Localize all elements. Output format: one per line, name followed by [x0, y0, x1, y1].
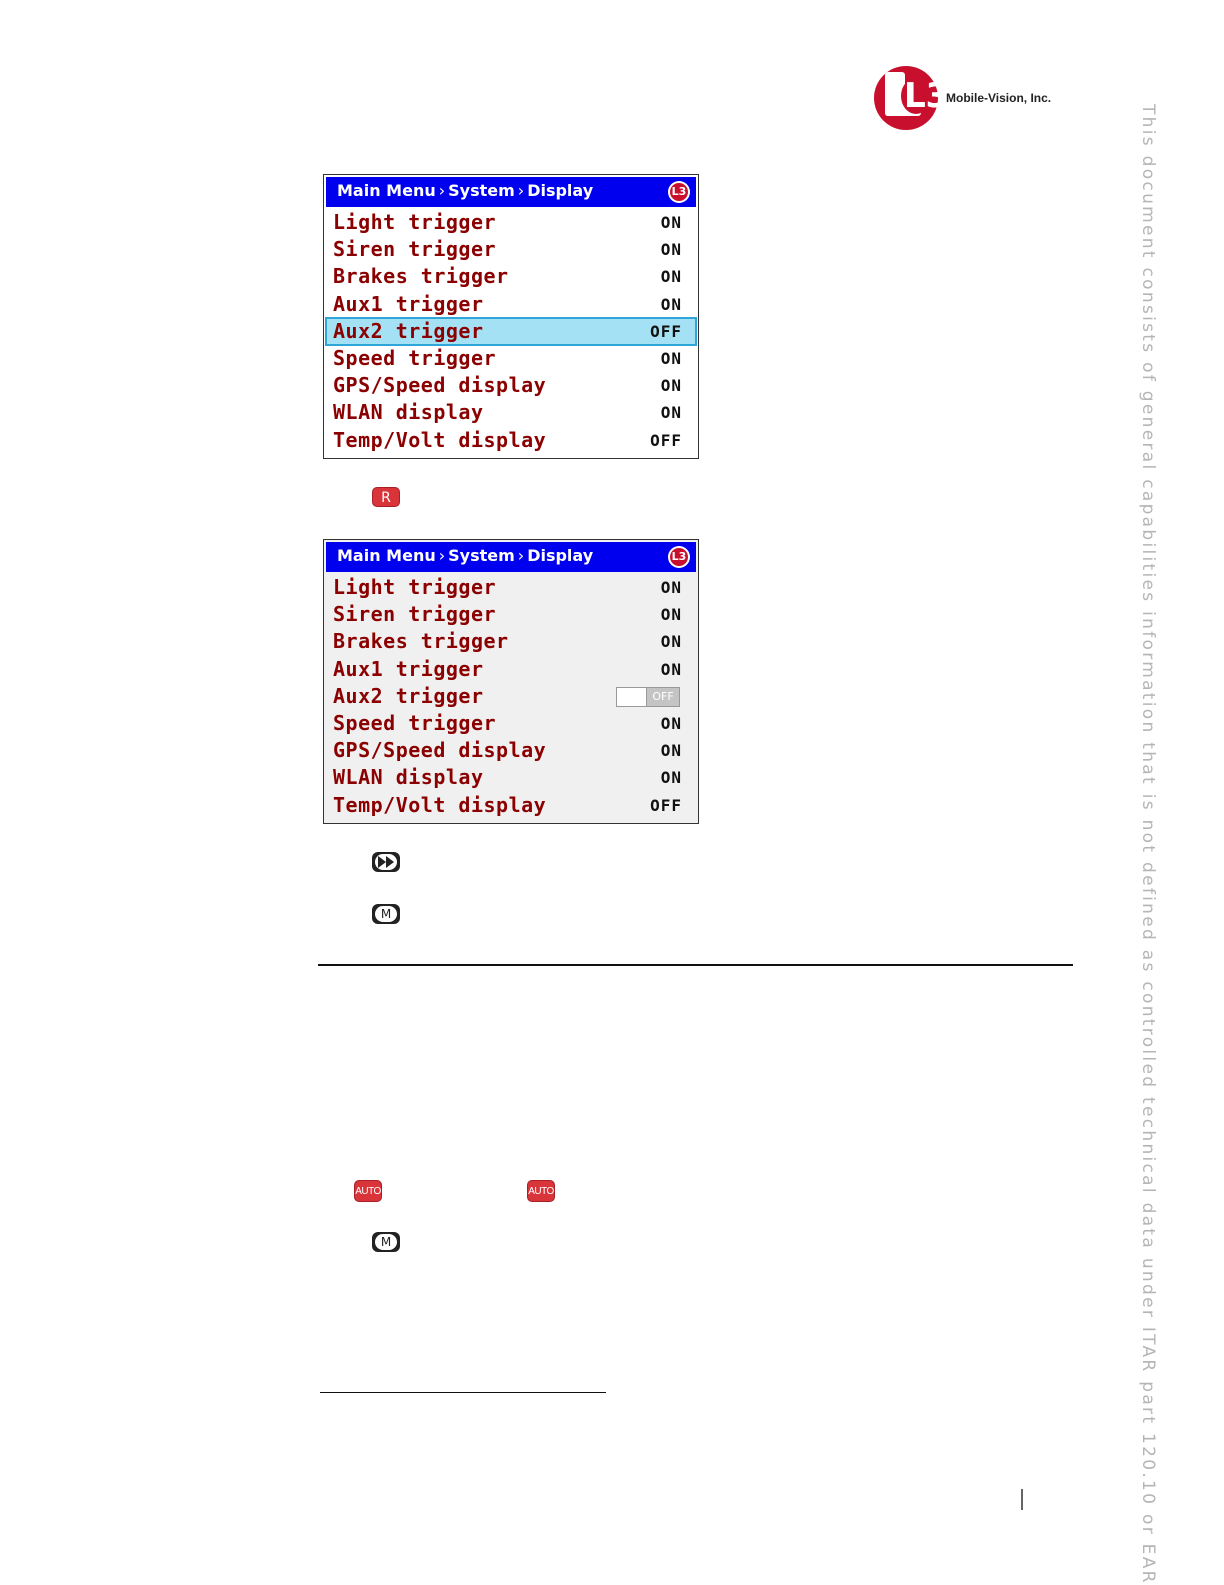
export-control-notice: This document consists of general capabilities information that is not defined as controlled technical data under ITAR part 120.10 or EAR: [1138, 104, 1158, 1585]
setting-label: Brakes trigger: [333, 264, 509, 289]
auto-button-icon: AUTO: [354, 1180, 382, 1202]
section-divider: [318, 964, 1073, 966]
breadcrumb-main-menu[interactable]: Main Menu: [337, 181, 436, 200]
menu-button-icon: M: [372, 1232, 400, 1252]
setting-label: GPS/Speed display: [333, 373, 547, 398]
breadcrumb-system[interactable]: System: [448, 546, 515, 565]
setting-row-light-trigger[interactable]: [326, 209, 696, 236]
setting-row-siren-trigger[interactable]: [326, 601, 696, 628]
l3-mini-logo-icon: L3: [668, 181, 690, 203]
setting-label: Aux2 trigger: [333, 318, 484, 343]
setting-label: WLAN display: [333, 765, 484, 790]
setting-value: ON: [660, 659, 682, 679]
company-logo: [874, 66, 1074, 130]
setting-row-aux1-trigger[interactable]: [326, 291, 696, 318]
setting-label: Temp/Volt display: [333, 792, 547, 817]
setting-value: OFF: [650, 430, 682, 450]
setting-row-speed-trigger[interactable]: [326, 710, 696, 737]
setting-value: OFF: [650, 795, 682, 815]
setting-label: Siren trigger: [333, 237, 497, 262]
settings-list: [326, 209, 696, 454]
setting-label: WLAN display: [333, 400, 484, 425]
setting-label: GPS/Speed display: [333, 738, 547, 763]
display-menu-screen-selected: [323, 174, 699, 459]
setting-value: ON: [660, 403, 682, 423]
setting-row-aux2-trigger-selected[interactable]: [326, 318, 696, 345]
breadcrumb: [337, 181, 593, 200]
setting-value: ON: [660, 741, 682, 761]
setting-row-light-trigger[interactable]: [326, 574, 696, 601]
setting-row-aux2-trigger[interactable]: [326, 683, 696, 710]
breadcrumb-separator-icon: ›: [438, 546, 446, 565]
auto-button-icon: AUTO: [527, 1180, 555, 1202]
display-menu-screen-editing: [323, 539, 699, 824]
setting-row-wlan-display[interactable]: [326, 764, 696, 791]
setting-row-temp-volt-display[interactable]: [326, 427, 696, 454]
screen-header: [326, 177, 696, 207]
setting-row-siren-trigger[interactable]: [326, 236, 696, 263]
setting-row-temp-volt-display[interactable]: [326, 792, 696, 819]
breadcrumb: [337, 546, 593, 565]
page-number-separator: [1021, 1489, 1023, 1510]
setting-row-brakes-trigger[interactable]: [326, 628, 696, 655]
breadcrumb-separator-icon: ›: [517, 546, 525, 565]
setting-row-wlan-display[interactable]: [326, 399, 696, 426]
setting-label: Light trigger: [333, 575, 497, 599]
breadcrumb-separator-icon: ›: [438, 181, 446, 200]
breadcrumb-display: Display: [527, 181, 594, 200]
setting-value: ON: [660, 713, 682, 733]
setting-label: Aux2 trigger: [333, 683, 484, 708]
breadcrumb-separator-icon: ›: [517, 181, 525, 200]
setting-value: ON: [660, 267, 682, 287]
settings-list: [326, 574, 696, 819]
setting-label: Brakes trigger: [333, 629, 509, 654]
setting-row-brakes-trigger[interactable]: [326, 263, 696, 290]
breadcrumb-main-menu[interactable]: Main Menu: [337, 546, 436, 565]
setting-value: ON: [660, 294, 682, 314]
fast-forward-icon: [372, 852, 400, 872]
logo-mark-text: L3: [904, 76, 950, 116]
setting-row-gps-speed-display[interactable]: [326, 372, 696, 399]
setting-label: Light trigger: [333, 210, 497, 234]
setting-value: ON: [660, 376, 682, 396]
setting-label: Temp/Volt display: [333, 427, 547, 452]
setting-row-aux1-trigger[interactable]: [326, 656, 696, 683]
setting-value: ON: [660, 768, 682, 788]
company-name: Mobile-Vision, Inc.: [946, 91, 1052, 105]
setting-value: ON: [660, 348, 682, 368]
breadcrumb-system[interactable]: System: [448, 181, 515, 200]
l3-mini-logo-icon: L3: [668, 546, 690, 568]
setting-label: Siren trigger: [333, 602, 497, 627]
setting-label: Speed trigger: [333, 710, 497, 735]
setting-value: ON: [660, 578, 682, 597]
l3-logo-icon: [874, 66, 950, 130]
setting-value: ON: [660, 213, 682, 232]
setting-value: ON: [660, 632, 682, 652]
record-button-icon: R: [372, 487, 400, 507]
setting-label: Speed trigger: [333, 345, 497, 370]
footnote-divider: [320, 1392, 606, 1393]
setting-value: ON: [660, 605, 682, 625]
setting-row-gps-speed-display[interactable]: [326, 737, 696, 764]
aux2-trigger-toggle[interactable]: [616, 687, 680, 707]
setting-value: ON: [660, 240, 682, 260]
setting-label: Aux1 trigger: [333, 291, 484, 316]
toggle-off-state[interactable]: OFF: [646, 688, 679, 706]
screen-header: [326, 542, 696, 572]
setting-row-speed-trigger[interactable]: [326, 345, 696, 372]
setting-value: OFF: [650, 321, 682, 341]
breadcrumb-display: Display: [527, 546, 594, 565]
menu-button-icon: M: [372, 904, 400, 924]
setting-label: Aux1 trigger: [333, 656, 484, 681]
